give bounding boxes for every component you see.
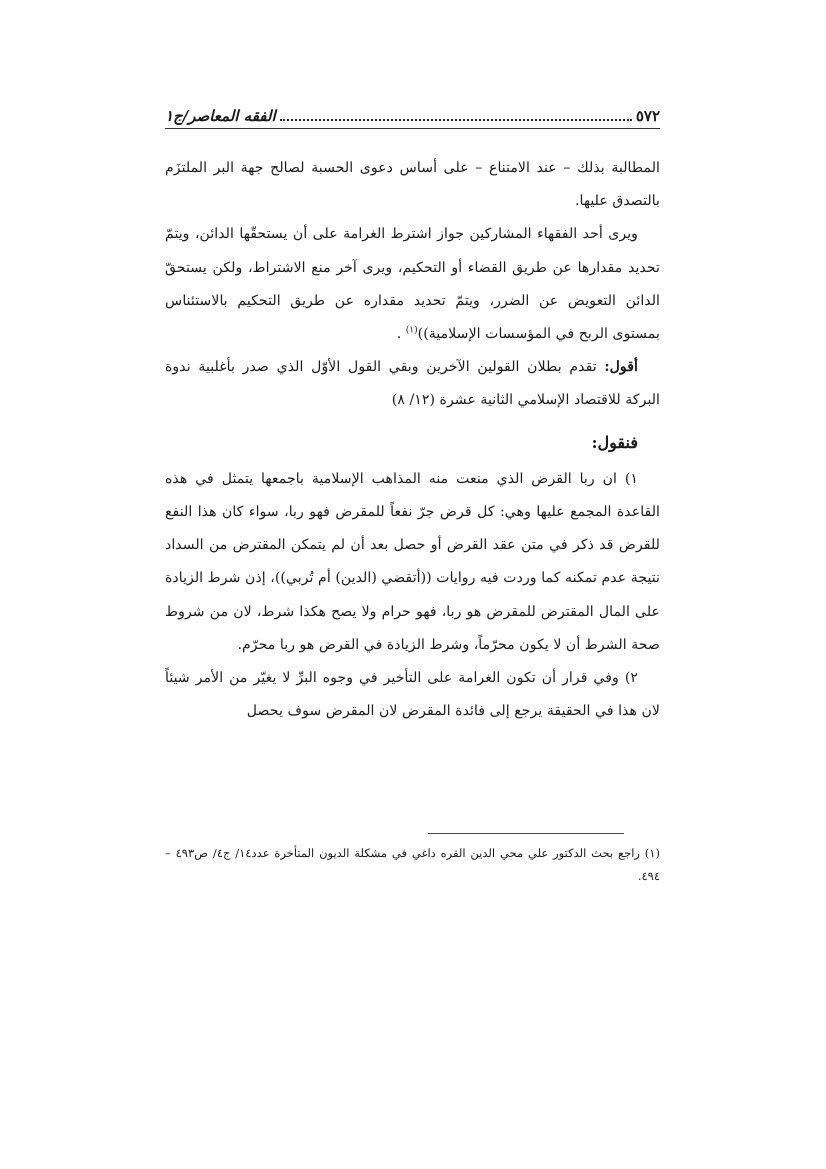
footnote-rule bbox=[428, 833, 624, 834]
paragraph-3-text: تقدم بطلان القولين الآخرين وبقي القول الأوّل الذي صدر بأغلبية ندوة البركة للاقتصاد الإسلامي الثانية عشرة (١٢/ ٨) bbox=[165, 359, 660, 409]
footnote-reference[interactable]: (١) bbox=[405, 325, 418, 336]
header-rule bbox=[165, 128, 660, 129]
paragraph-2-text: ويرى أحد الفقهاء المشاركين جواز اشترط الغرامة على أن يستحقّها الدائن، ويتمّ تحديد مقدارها عن طريق القضاء أو التحكيم، ويرى آخر منع الاشتراط، ولكن يستحقّ الدائن التعويض عن الضرر، ويتمّ تحديد مقداره عن طريق التحكيم بالاستئناس بمستوى الربح في المؤسسات الإسلامية)) bbox=[165, 226, 660, 343]
section-heading: فنقول: bbox=[591, 432, 638, 452]
paragraph-3 bbox=[165, 351, 660, 417]
paragraph-3-lead: أقول: bbox=[604, 359, 638, 376]
running-header bbox=[165, 96, 660, 126]
paragraph-4: ١) ان ربا القرض الذي منعت منه المذاهب الإسلامية باجمعها يتمثل في هذه القاعدة المجمع عليها وهي: كل قرض جرّ نفعاً للمقرض فهو ربا، سواء كان هذا النفع للقرض قد ذكر في متن عقد القرض أو حصل بعد أن لم يتمكن المقترض من السداد نتيجة عدم تمكنه كما وردت فيه روايات ((أتقضي (الدين) أم تُربي))، إذن شرط الزيادة على المال المقترض للمقرض هو ربا، فهو حرام ولا يصح هكذا شرط، لان من شروط صحة الشرط أن لا يكون محرّماً، وشرط الزيادة في القرض هو ربا محرّم. bbox=[165, 470, 660, 653]
page-number: ٥٧٢ bbox=[635, 107, 660, 125]
paragraph-2 bbox=[165, 218, 660, 351]
footnote-text: (١) راجع بحث الدكتور علي محي الدين القره داغي في مشكلة الديون المتأخرة عدد١٤/ ج٤/ ص٤٩٣ – ٤٩٤. bbox=[165, 846, 660, 883]
header-dot-leader bbox=[280, 118, 632, 121]
body-text bbox=[165, 152, 660, 728]
paragraph-1: المطالبة بذلك – عند الامتناع – على أساس دعوى الحسبة لصالح جهة البر الملتزَم بالتصدق عليها. bbox=[165, 160, 660, 210]
paragraph-2-end: . bbox=[396, 326, 406, 343]
footnote bbox=[165, 842, 660, 888]
book-title: الفقه المعاصر/ج١ bbox=[165, 107, 276, 125]
paragraph-5: ٢) وفي قرار أن تكون الغرامة على التأخير في وجوه البرِّ لا يغيّر من الأمر شيئاً لان هذا في الحقيقة يرجع إلى فائدة المقرض لان المقرض سوف يحصل bbox=[165, 670, 660, 720]
